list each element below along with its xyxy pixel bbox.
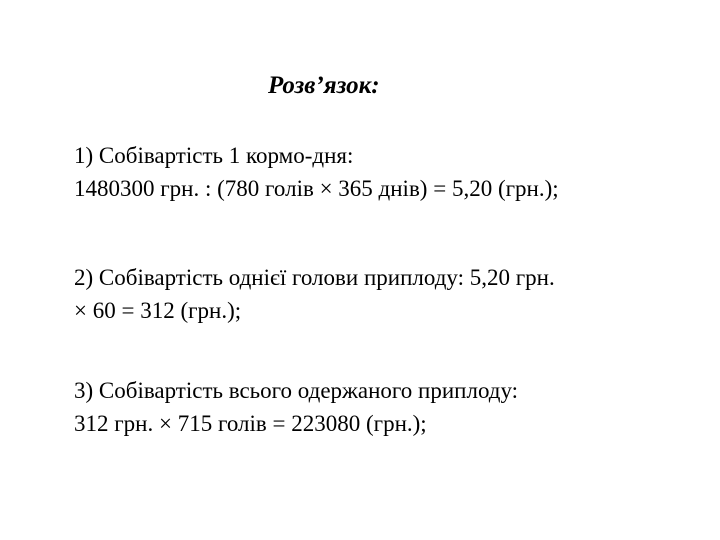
solution-title: Розв’язок:	[268, 72, 380, 99]
step-3-calculation: 312 грн. × 715 голів = 223080 (грн.);	[74, 411, 427, 436]
step-3-heading: 3) Собівартість всього одержаного приплоду:	[74, 378, 519, 403]
step-1-heading: 1) Собівартість 1 кормо-дня:	[74, 143, 354, 168]
step-1-cost-per-feed-day	[74, 139, 559, 205]
step-1-calculation: 1480300 грн. : (780 голів × 365 днів) = 5,20 (грн.);	[74, 176, 559, 201]
step-2-cost-per-offspring-head	[74, 261, 555, 327]
step-2-heading: 2) Собівартість однієї голови приплоду: 5,20 грн.	[74, 265, 555, 290]
step-3-total-offspring-cost	[74, 374, 518, 440]
step-2-calculation: × 60 = 312 (грн.);	[74, 298, 242, 323]
